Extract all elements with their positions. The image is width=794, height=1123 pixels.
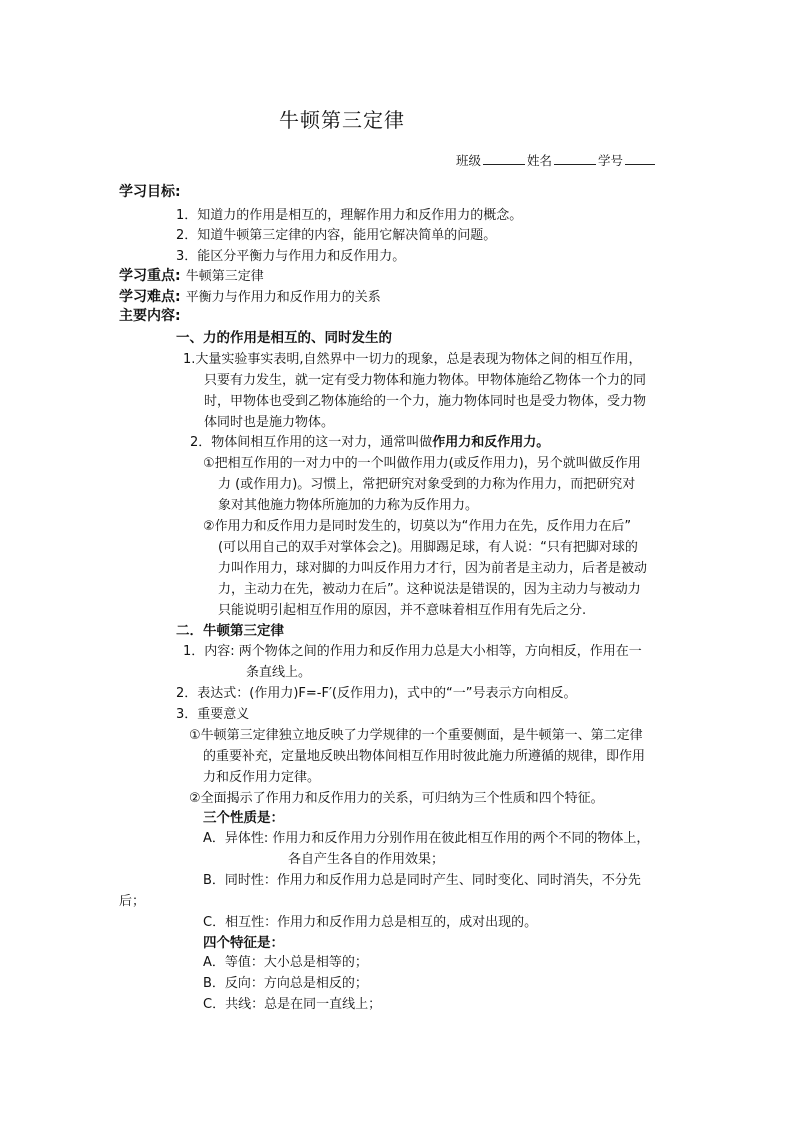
paragraph-line: 各自产生各自的作用效果； bbox=[288, 852, 445, 867]
paragraph-line: 力和反作用力定律。 bbox=[203, 770, 321, 785]
difficulty-text: 平衡力与作用力和反作用力的关系 bbox=[185, 290, 381, 305]
paragraph-line: 1.大量实验事实表明,自然界中一切力的现象，总是表现为物体之间的相互作用， bbox=[183, 352, 642, 367]
paragraph-line: ①把相互作用的一对力中的一个叫做作用力(或反作用力)，另个就叫做反作用 bbox=[203, 456, 641, 471]
p2-prefix: 2．物体间相互作用的这一对力，通常叫做 bbox=[190, 435, 433, 450]
paragraph-line: B．反向：方向总是相反的； bbox=[203, 976, 368, 991]
objectives-label: 学习目标: bbox=[119, 184, 181, 200]
paragraph-line: A．等值：大小总是相等的； bbox=[203, 955, 368, 970]
paragraph-line: 只要有力发生，就一定有受力物体和施力物体。甲物体施给乙物体一个力的同 bbox=[204, 373, 647, 388]
difficulty-row bbox=[119, 286, 381, 306]
paragraph-line: (可以用自己的双手对掌体会之)。用脚踢足球，有人说：“只有把脚对球的 bbox=[218, 540, 638, 555]
paragraph-line: 条直线上。 bbox=[246, 665, 312, 680]
paragraph-line: 时，甲物体也受到乙物体施给的一个力，施力物体同时也是受力物体，受力物 bbox=[204, 394, 647, 409]
paragraph-line: 后； bbox=[119, 894, 146, 909]
section1-heading: 一、力的作用是相互的、同时发生的 bbox=[176, 330, 392, 346]
paragraph-line: ①牛顿第三定律独立地反映了力学规律的一个重要侧面，是牛顿第一、第二定律 bbox=[189, 728, 643, 743]
paragraph-line: 2．表达式：(作用力)F=-F′(反作用力)，式中的“一”号表示方向相反。 bbox=[176, 686, 577, 701]
paragraph-line: 象对其他施力物体所施加的力称为反作用力。 bbox=[218, 498, 479, 513]
class-blank[interactable] bbox=[483, 153, 525, 165]
paragraph-line: 力叫作用力，球对脚的力叫反作用力才行，因为前者是主动力，后者是被动 bbox=[218, 561, 648, 576]
student-info bbox=[456, 151, 657, 169]
id-blank[interactable] bbox=[625, 153, 655, 165]
paragraph-line bbox=[190, 431, 549, 450]
main-content-label: 主要内容: bbox=[119, 308, 181, 324]
properties-label: 三个性质是： bbox=[203, 810, 284, 826]
objective-item: 3．能区分平衡力与作用力和反作用力。 bbox=[176, 249, 406, 264]
paragraph-line: 3．重要意义 bbox=[176, 707, 250, 722]
features-label: 四个特征是： bbox=[203, 935, 284, 951]
paragraph-line: 的重要补充，定量地反映出物体间相互作用时彼此施力所遵循的规律，即作用 bbox=[203, 749, 646, 764]
paragraph-line: 体同时也是施力物体。 bbox=[204, 415, 335, 430]
key-point-row bbox=[119, 265, 264, 285]
page-title: 牛顿第三定律 bbox=[279, 108, 405, 132]
paragraph-line: C．相互性：作用力和反作用力总是相互的，成对出现的。 bbox=[203, 915, 538, 930]
objective-item: 1．知道力的作用是相互的，理解作用力和反作用力的概念。 bbox=[176, 208, 523, 223]
paragraph-line: B．同时性：作用力和反作用力总是同时产生、同时变化、同时消失，不分先 bbox=[203, 873, 641, 888]
key-point-label: 学习重点: bbox=[119, 268, 181, 284]
difficulty-label: 学习难点: bbox=[119, 289, 181, 305]
section2-heading: 二．牛顿第三定律 bbox=[176, 623, 284, 639]
id-label: 学号 bbox=[598, 153, 624, 168]
class-label: 班级 bbox=[456, 153, 482, 168]
paragraph-line: 力 (或作用力)。习惯上，常把研究对象受到的力称为作用力，而把研究对 bbox=[218, 477, 636, 492]
key-point-text: 牛顿第三定律 bbox=[185, 269, 264, 284]
name-label: 姓名 bbox=[527, 153, 553, 168]
paragraph-line: C．共线：总是在同一直线上； bbox=[203, 997, 382, 1012]
paragraph-line: 1．内容: 两个物体之间的作用力和反作用力总是大小相等，方向相反，作用在一 bbox=[183, 644, 642, 659]
p2-bold-term: 作用力和反作用力。 bbox=[432, 435, 550, 450]
paragraph-line: ②作用力和反作用力是同时发生的，切莫以为“作用力在先，反作用力在后” bbox=[203, 519, 632, 534]
paragraph-line: A．异体性: 作用力和反作用力分别作用在彼此相互作用的两个不同的物体上， bbox=[203, 831, 650, 846]
objective-item: 2．知道牛顿第三定律的内容，能用它解决简单的问题。 bbox=[176, 228, 497, 243]
paragraph-line: ②全面揭示了作用力和反作用力的关系，可归纳为三个性质和四个特征。 bbox=[189, 791, 604, 806]
name-blank[interactable] bbox=[554, 153, 596, 165]
paragraph-line: 只能说明引起相互作用的原因，并不意味着相互作用有先后之分. bbox=[218, 603, 587, 618]
paragraph-line: 力，主动力在先，被动力在后”。这种说法是错误的，因为主动力与被动力 bbox=[218, 582, 641, 597]
